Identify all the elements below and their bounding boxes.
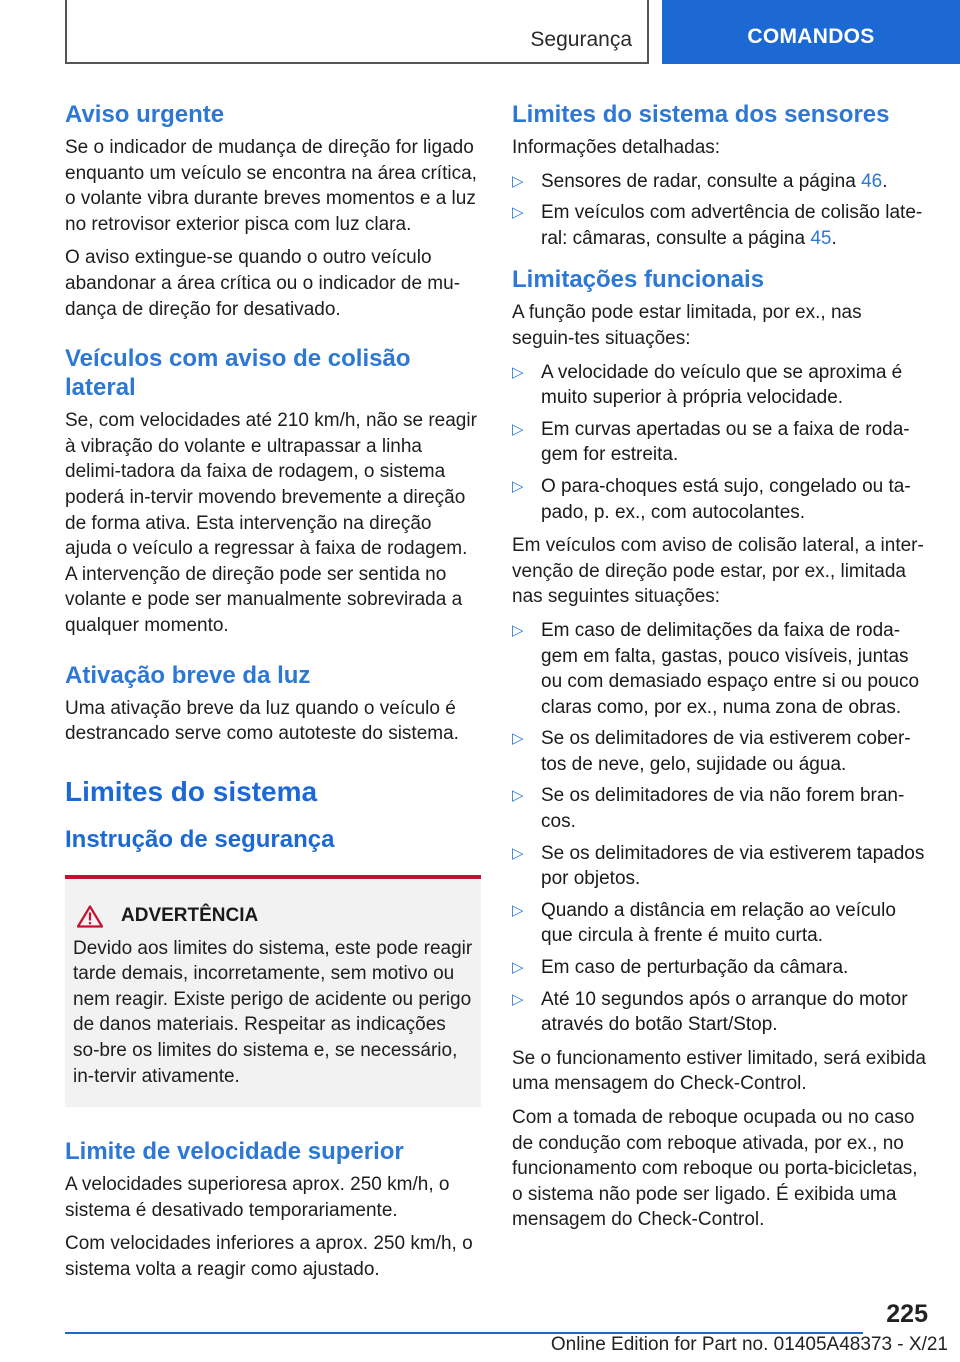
paragraph: Com velocidades inferiores a aprox. 250 km/h, o sistema volta a reagir como ajustado.	[65, 1233, 473, 1281]
list-item: ▷ Se os delimitadores de via estiverem cober-tos de neve, gelo, sujidade ou água.	[512, 728, 911, 775]
list-item: ▷ Se os delimitadores de via estiverem tapados por objetos.	[512, 842, 925, 890]
right-column	[512, 100, 928, 1241]
page-number: 225	[886, 1300, 928, 1328]
triangle-bullet-icon: ▷	[512, 363, 524, 381]
paragraph: Com a tomada de reboque ocupada ou no caso de condução com reboque ativada, por ex., no funcionamento com reboque ou porta-bicicletas, o sistema não pode ser ligado. É exibida uma mensagem do Check-Control.	[512, 1107, 918, 1231]
heading-limitacoes-funcionais: Limitações funcionais	[512, 266, 765, 294]
triangle-bullet-icon: ▷	[512, 959, 524, 977]
paragraph: Se o indicador de mudança de direção for ligado enquanto um veículo se encontra na área crítica, o volante vibra durante breves momentos e a luz no retrovisor exterior pisca com luz clara.	[65, 137, 477, 235]
list-item: ▷ Em curvas apertadas ou se a faixa de roda-gem for estreita.	[512, 418, 910, 466]
paragraph: O aviso extingue-se quando o outro veículo abandonar a área crítica ou o indicador de mu-dança de direção for desativado.	[65, 247, 461, 320]
header-section-title: Segurança	[530, 28, 632, 51]
paragraph: Informações detalhadas:	[512, 137, 721, 158]
warning-box	[65, 875, 481, 1108]
triangle-bullet-icon: ▷	[512, 420, 524, 438]
heading-veiculos-colisao-lateral: Veículos com aviso de colisão lateral	[65, 345, 411, 402]
footer-edition: Online Edition for Part no. 01405A48373 - X/21	[550, 1334, 948, 1355]
left-column	[65, 100, 481, 1291]
triangle-bullet-icon: ▷	[512, 730, 524, 748]
list-item: ▷ Quando a distância em relação ao veículo que circula à frente é muito curta.	[512, 899, 896, 947]
page-link-46[interactable]: 46	[861, 170, 883, 192]
list-item: ▷ Em caso de delimitações da faixa de roda-gem em falta, gastas, pouco visíveis, juntas ou com demasiado espaço entre si ou pouco claras como, por ex., numa zona de obras.	[512, 619, 920, 718]
functional-limits-list	[512, 360, 928, 526]
lateral-limits-list	[512, 618, 928, 1038]
warning-text: Devido aos limites do sistema, este pode reagir tarde demais, incorretamente, sem motivo ou nem reagir. Existe perigo de acidente ou perigo de danos materiais. Respeitar as indicações so-bre os limites do sistema e, se necessário, in-tervir ativamente.	[73, 937, 473, 1087]
heading-aviso-urgente: Aviso urgente	[65, 101, 225, 128]
heading-limite-velocidade: Limite de velocidade superior	[65, 1138, 404, 1166]
paragraph: Se, com velocidades até 210 km/h, não se reagir à vibração do volante e ultrapassar a linha delimi-tadora da faixa de rodagem, o sistema poderá in-tervir movendo brevemente a direção de forma ativa. Esta intervenção na direção ajuda o veículo a regressar à faixa de rodagem. A intervenção de direção pode ser sentida no volante e pode ser manualmente sobrevirada a qualquer momento.	[65, 410, 477, 636]
page-link-45[interactable]: 45	[810, 227, 832, 249]
triangle-bullet-icon: ▷	[512, 844, 524, 862]
list-item: ▷ Em caso de perturbação da câmara.	[512, 955, 928, 981]
triangle-bullet-icon: ▷	[512, 901, 524, 919]
paragraph: Em veículos com aviso de colisão lateral, a inter-venção de direção pode estar, por ex., limitada nas seguintes situações:	[512, 535, 924, 608]
warning-triangle-icon	[77, 905, 103, 928]
list-item: ▷ Até 10 segundos após o arranque do motor através do botão Start/Stop.	[512, 988, 908, 1036]
triangle-bullet-icon: ▷	[512, 477, 524, 495]
list-item: ▷ Se os delimitadores de via não forem bran-cos.	[512, 785, 905, 833]
triangle-bullet-icon: ▷	[512, 172, 524, 190]
heading-limites-sensores: Limites do sistema dos sensores	[512, 101, 890, 128]
triangle-bullet-icon: ▷	[512, 990, 524, 1008]
heading-instrucao-seguranca: Instrução de segurança	[65, 825, 335, 853]
list-item: ▷ Sensores de radar, consulte a página 46.	[512, 169, 928, 195]
heading-limites-sistema: Limites do sistema	[65, 775, 318, 807]
paragraph: Se o funcionamento estiver limitado, será exibida uma mensagem do Check-Control.	[512, 1047, 927, 1095]
triangle-bullet-icon: ▷	[512, 621, 524, 639]
paragraph: A velocidades superioresa aprox. 250 km/h, o sistema é desativado temporariamente.	[65, 1174, 450, 1221]
triangle-bullet-icon: ▷	[512, 787, 524, 805]
list-item: ▷ O para-choques está sujo, congelado ou ta-pado, p. ex., com autocolantes.	[512, 475, 911, 523]
list-item: ▷ Em veículos com advertência de colisão late-ral: câmaras, consulte a página 45.	[512, 202, 923, 249]
warning-title-label: ADVERTÊNCIA	[121, 905, 259, 927]
sensor-list	[512, 169, 928, 252]
paragraph: Uma ativação breve da luz quando o veículo é destrancado serve como autoteste do sistema.	[65, 697, 459, 745]
paragraph: A função pode estar limitada, por ex., nas seguin-tes situações:	[512, 302, 862, 349]
heading-ativacao-breve: Ativação breve da luz	[65, 661, 311, 689]
header-chapter-tab: COMANDOS	[662, 0, 960, 64]
triangle-bullet-icon: ▷	[512, 204, 524, 222]
list-item: ▷ A velocidade do veículo que se aproxima é muito superior à própria velocidade.	[512, 361, 903, 409]
warning-title	[73, 905, 473, 928]
